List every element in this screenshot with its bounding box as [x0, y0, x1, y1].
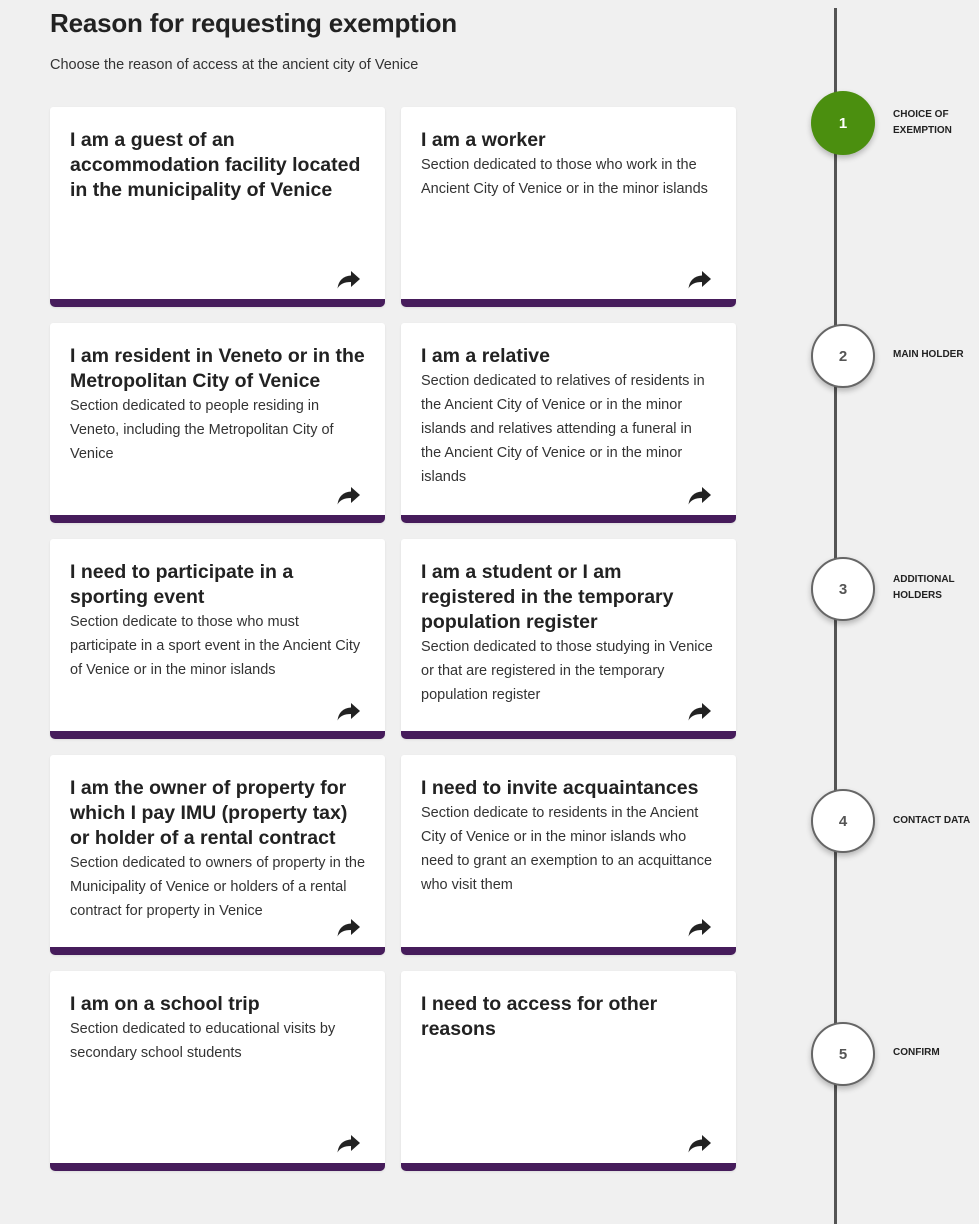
card-worker[interactable]	[401, 107, 736, 307]
step-1-label: CHOICE OF EXEMPTION	[893, 109, 952, 136]
step-2-label: MAIN HOLDER	[893, 349, 964, 360]
card-student[interactable]	[401, 539, 736, 739]
step-3-additional-holders: 3	[811, 557, 875, 621]
step-1-choice-of-exemption: 1	[811, 91, 875, 155]
card-description: Section dedicate to residents in the Ancient City of Venice or in the minor islands who need to grant an exemption to an acquittance who visit them	[421, 805, 713, 893]
card-relative[interactable]	[401, 323, 736, 523]
page-subtitle: Choose the reason of access at the ancient city of Venice	[50, 57, 419, 73]
step-2-main-holder: 2	[811, 324, 875, 388]
card-title: I am on a school trip	[70, 993, 260, 1015]
share-arrow-icon	[688, 485, 712, 505]
share-arrow-icon	[688, 269, 712, 289]
card-title: I am a worker	[421, 129, 546, 151]
card-title: I need to participate in a sporting event	[70, 561, 294, 608]
card-description: Section dedicated to people residing in Veneto, including the Metropolitan City of Venice	[70, 398, 334, 462]
card-resident-veneto[interactable]	[50, 323, 385, 523]
card-other-reasons[interactable]	[401, 971, 736, 1171]
card-description: Section dedicated to relatives of residents in the Ancient City of Venice or in the minor islands and relatives attending a funeral in the Ancient City of Venice or in the minor islands	[421, 373, 705, 485]
card-description: Section dedicated to owners of property in the Municipality of Venice or holders of a rental contract for property in Venice	[70, 855, 366, 919]
card-description: Section dedicated to those who work in the Ancient City of Venice or in the minor islands	[421, 157, 708, 197]
share-arrow-icon	[337, 1133, 361, 1153]
card-title: I need to invite acquaintances	[421, 777, 699, 799]
share-arrow-icon	[688, 1133, 712, 1153]
card-title: I need to access for other reasons	[421, 993, 658, 1040]
step-4-contact-data: 4	[811, 789, 875, 853]
card-sporting-event[interactable]	[50, 539, 385, 739]
share-arrow-icon	[337, 701, 361, 721]
card-description: Section dedicated to those studying in Venice or that are registered in the temporary population register	[421, 639, 713, 703]
share-arrow-icon	[337, 917, 361, 937]
card-description: Section dedicated to educational visits by secondary school students	[70, 1021, 336, 1061]
step-5-confirm: 5	[811, 1022, 875, 1086]
step-3-label: ADDITIONAL HOLDERS	[893, 574, 955, 601]
step-4-label: CONTACT DATA	[893, 815, 971, 826]
share-arrow-icon	[337, 269, 361, 289]
card-title: I am the owner of property for which I pay IMU (property tax) or holder of a rental contract	[70, 777, 348, 849]
card-title: I am a relative	[421, 345, 550, 367]
card-invite-acquaintances[interactable]	[401, 755, 736, 955]
share-arrow-icon	[688, 701, 712, 721]
card-title: I am a student or I am registered in the temporary population register	[421, 561, 674, 633]
card-school-trip[interactable]	[50, 971, 385, 1171]
step-5-label: CONFIRM	[893, 1047, 940, 1058]
share-arrow-icon	[337, 485, 361, 505]
card-property-owner[interactable]	[50, 755, 385, 955]
page-title: Reason for requesting exemption	[50, 8, 457, 38]
card-accommodation-guest[interactable]	[50, 107, 385, 307]
card-title: I am resident in Veneto or in the Metropolitan City of Venice	[70, 345, 365, 392]
card-title: I am a guest of an accommodation facility located in the municipality of Venice	[70, 129, 361, 201]
share-arrow-icon	[688, 917, 712, 937]
card-description: Section dedicate to those who must participate in a sport event in the Ancient City of Venice or in the minor islands	[70, 614, 361, 678]
